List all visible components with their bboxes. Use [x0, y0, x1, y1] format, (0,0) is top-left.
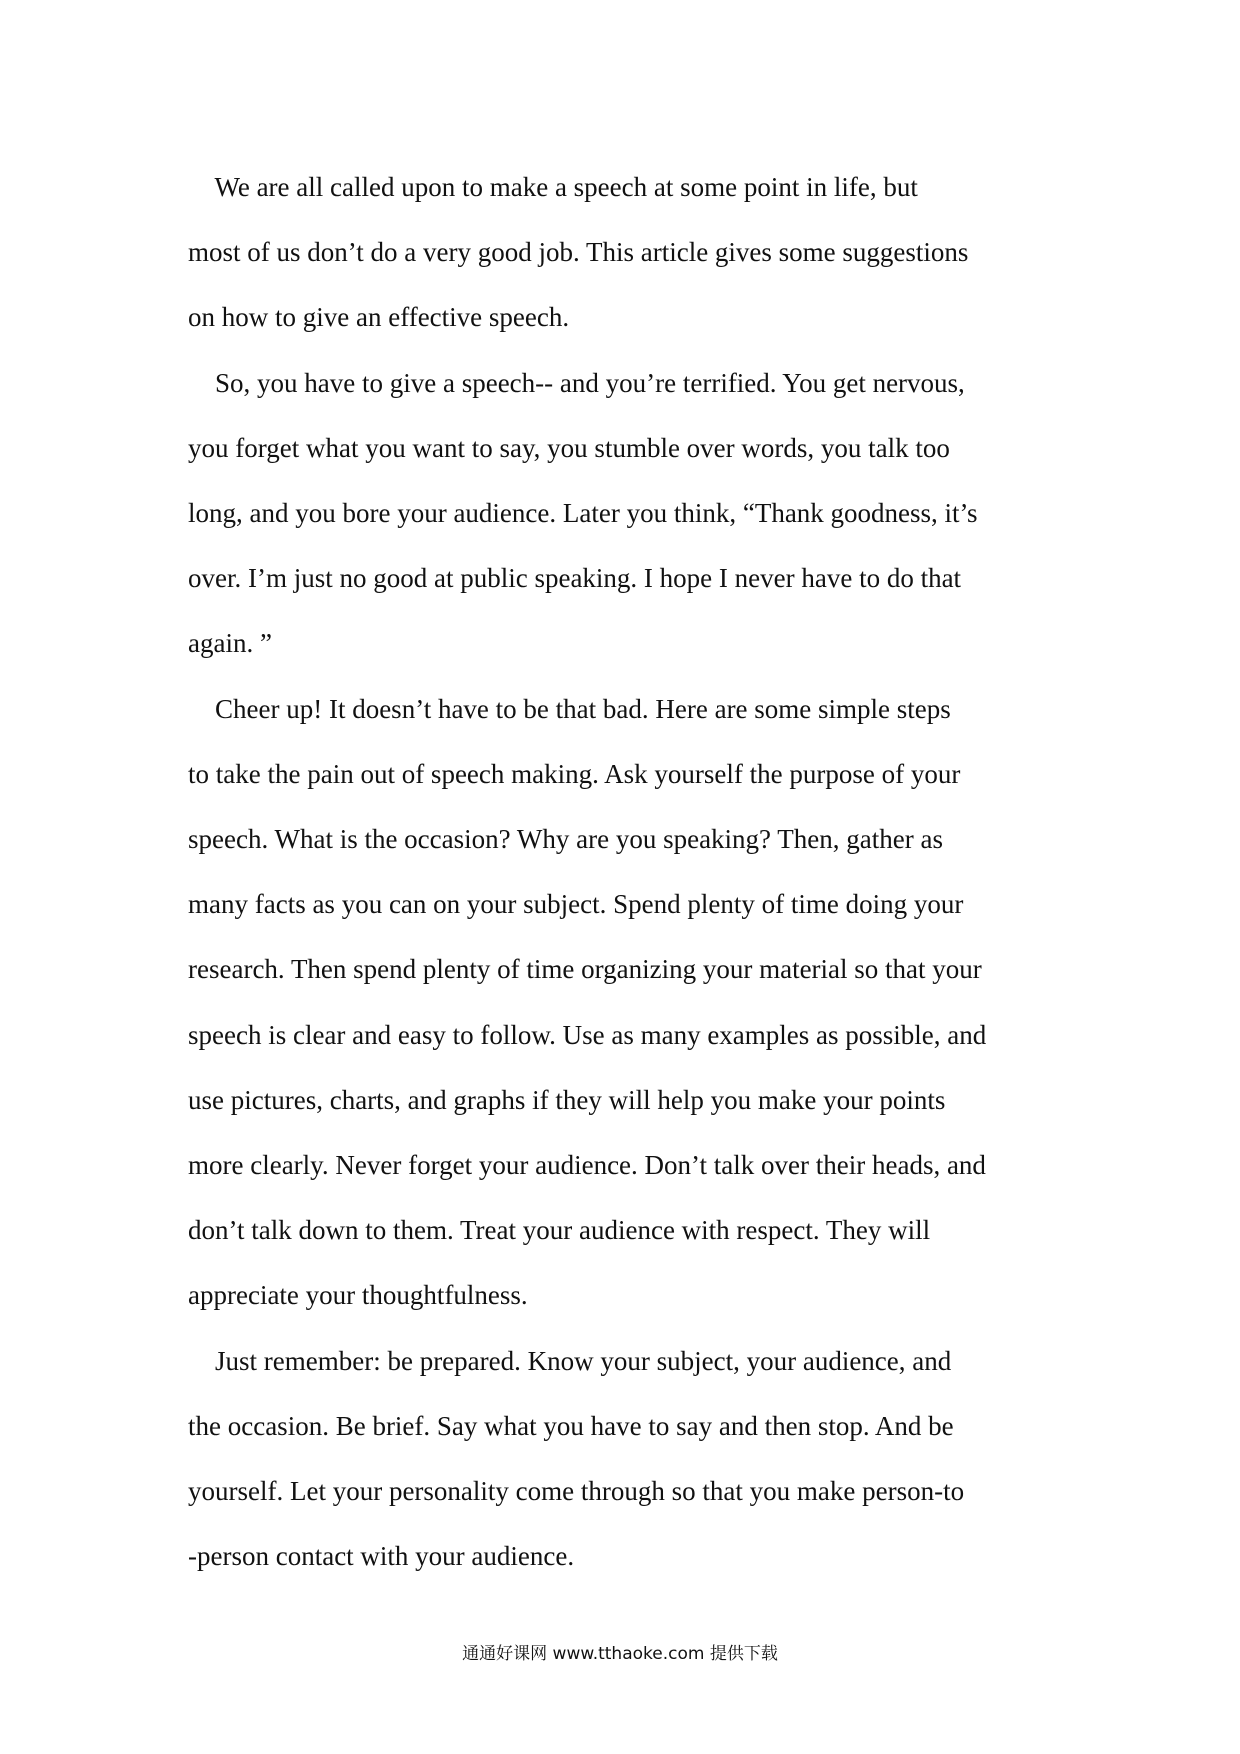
- text-line: over. I’m just no good at public speaking. I hope I never have to do that: [188, 563, 962, 594]
- text-line: more clearly. Never forget your audience. Don’t talk over their heads, and: [188, 1150, 986, 1181]
- article-body: [188, 155, 1068, 1589]
- text-line: appreciate your thoughtfulness.: [188, 1280, 528, 1311]
- text-line: We are all called upon to make a speech at some point in life, but: [188, 172, 918, 202]
- paragraph-4: [188, 1329, 1068, 1590]
- paragraph-2: [188, 351, 1068, 677]
- text-line: again. ”: [188, 628, 272, 659]
- text-line: on how to give an effective speech.: [188, 302, 570, 333]
- text-line: -person contact with your audience.: [188, 1541, 575, 1572]
- text-line: most of us don’t do a very good job. This article gives some suggestions: [188, 237, 969, 268]
- text-line: Just remember: be prepared. Know your subject, your audience, and: [188, 1345, 952, 1376]
- text-line: use pictures, charts, and graphs if they will help you make your points: [188, 1084, 946, 1115]
- text-line: So, you have to give a speech-- and you’re terrified. You get nervous,: [188, 367, 965, 398]
- text-line: the occasion. Be brief. Say what you have to say and then stop. And be: [188, 1410, 954, 1441]
- text-line: yourself. Let your personality come through so that you make person-to: [188, 1476, 965, 1507]
- text-line: Cheer up! It doesn’t have to be that bad. Here are some simple steps: [188, 693, 951, 724]
- text-line: research. Then spend plenty of time organizing your material so that your: [188, 954, 982, 985]
- text-line: don’t talk down to them. Treat your audience with respect. They will: [188, 1215, 931, 1246]
- paragraph-1: [188, 155, 1068, 351]
- text-line: to take the pain out of speech making. Ask yourself the purpose of your: [188, 758, 961, 789]
- text-line: you forget what you want to say, you stumble over words, you talk too: [188, 432, 950, 463]
- text-line: speech. What is the occasion? Why are you speaking? Then, gather as: [188, 824, 943, 855]
- text-line: long, and you bore your audience. Later you think, “Thank goodness, it’s: [188, 498, 978, 529]
- paragraph-3: [188, 677, 1068, 1329]
- text-line: speech is clear and easy to follow. Use as many examples as possible, and: [188, 1019, 987, 1050]
- page-footer: 通通好课网 www.tthaoke.com 提供下载: [462, 1644, 778, 1664]
- text-line: many facts as you can on your subject. Spend plenty of time doing your: [188, 889, 964, 920]
